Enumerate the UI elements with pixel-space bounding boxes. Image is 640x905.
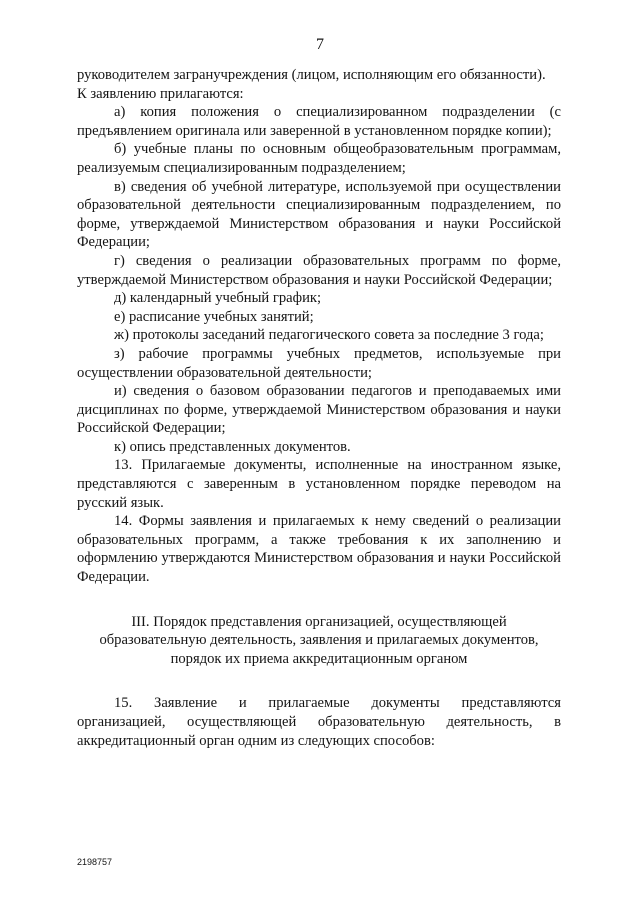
section-heading-line-1: III. Порядок представления организацией, осуществляющей [131,613,507,630]
list-item-d: д) календарный учебный график; [114,290,322,307]
section-heading-line-3: порядок их приема аккредитационным органом [170,650,468,667]
list-item-e: е) расписание учебных занятий; [114,308,314,325]
list-item-g: г) сведения о реализации образовательных программ по форме, утверждаемой Министерством образования и науки Российской Федерации; [77,252,561,288]
list-item-k: к) опись представленных документов. [114,438,351,455]
paragraph-13: 13. Прилагаемые документы, исполненные на иностранном языке, представляются с заверенным в установленном порядке переводом на русский язык. [77,457,561,511]
list-item-zh: ж) протоколы заседаний педагогического совета за последние 3 года; [114,327,544,344]
list-item-z: з) рабочие программы учебных предметов, используемые при осуществлении образовательной деятельности; [77,345,561,381]
list-item-v: в) сведения об учебной литературе, используемой при осуществлении образовательной деятельности специализированным подразделением, по форме, утверждаемой Министерством образования и науки Российской Федерации; [77,178,561,251]
list-item-i: и) сведения о базовом образовании педагогов и преподаваемых ими дисциплинах по форме, утверждаемой Министерством образования и науки Российской Федерации; [77,383,561,437]
list-item-b: б) учебные планы по основным общеобразовательным программам, реализуемым специализированным подразделением; [77,141,561,176]
page-number: 7 [316,36,324,53]
paragraph-continuation: руководителем загранучреждения (лицом, исполняющим его обязанности). [77,67,546,83]
section-heading [77,613,561,669]
paragraph-14: 14. Формы заявления и прилагаемых к нему сведений о реализации образовательных программ, а также требования к их заполнению и оформлению утверждаются Министерством образования и науки Российской Федерации. [77,513,561,586]
paragraph-15: 15. Заявление и прилагаемые документы представляются организацией, осуществляющей образовательную деятельность, в аккредитационный орган одним из следующих способов: [77,695,561,749]
section-heading-line-2: образовательную деятельность, заявления и прилагаемых документов, [99,632,539,649]
paragraph-attachments-intro: К заявлению прилагаются: [77,85,244,102]
document-code: 2198757 [77,857,113,867]
document-body [77,66,561,750]
list-item-a: а) копия положения о специализированном подразделении (с предъявлением оригинала или заверенной в установленном порядке копии); [77,104,561,139]
